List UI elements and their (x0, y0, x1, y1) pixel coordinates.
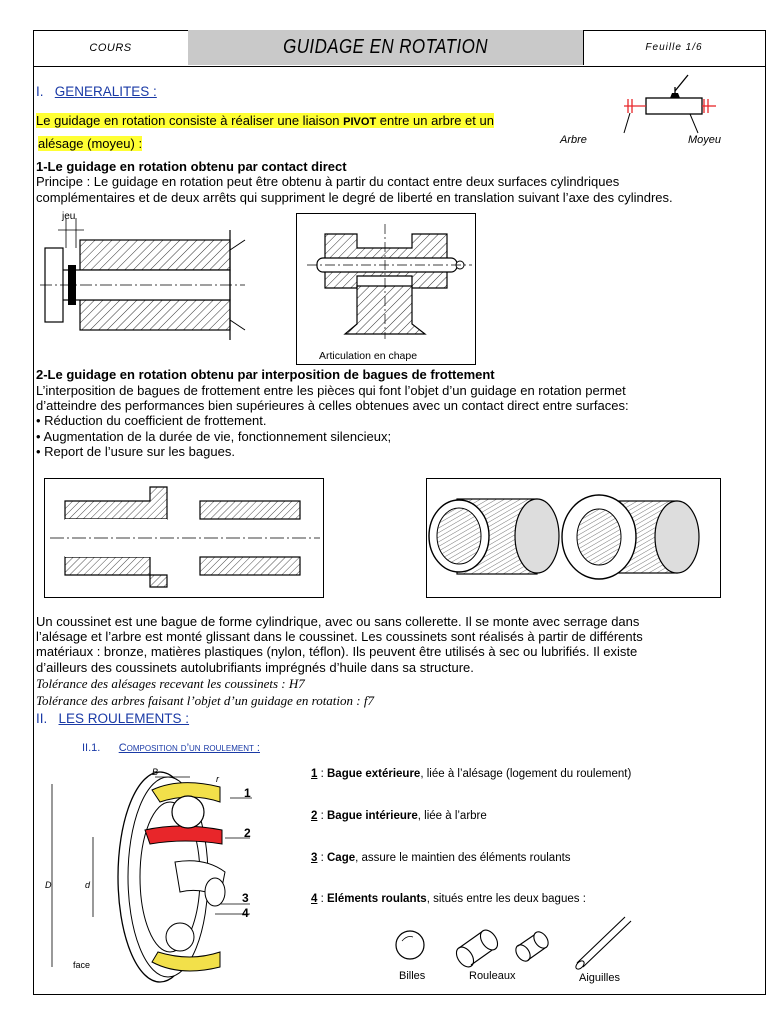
sub2-line2: d’atteindre des performances bien supérieures à celles obtenues avec un contact direct entre surfaces: (36, 398, 629, 413)
rolling-elements-drawing (385, 915, 655, 975)
chape-caption: Articulation en chape (319, 350, 418, 362)
label-3: 3 (242, 891, 249, 905)
coussinet-para-4: d’ailleurs des coussinets autolubrifiants imprégnés d’huile dans sa structure. (36, 660, 474, 675)
intro-line2: alésage (moyeu) : (38, 136, 143, 151)
label-face: face (73, 960, 91, 970)
coussinet-para-1: Un coussinet est une bague de forme cylindrique, avec ou sans collerette. Il se monte avec serrage dans (36, 614, 640, 629)
header-bar (33, 30, 766, 67)
bushing-section-drawing (45, 479, 325, 599)
bullet-3: • Report de l’usure sur les bagues. (36, 444, 235, 459)
label-B: B (152, 767, 159, 777)
roller-icon-large (453, 927, 501, 970)
needle-icon (574, 917, 631, 971)
component-item-4: 4 : Eléments roulants, situés entre les deux bagues : (311, 893, 586, 905)
bushing-3d-drawing (427, 479, 722, 599)
sub1-title: 1-Le guidage en rotation obtenu par contact direct (36, 159, 347, 174)
roller-icon-small (513, 929, 551, 964)
pivot-symbol-diagram (620, 73, 768, 143)
label-billes: Billes (399, 970, 426, 982)
bushing-section-figure (44, 478, 324, 598)
section1-heading: I. GENERALITES : (36, 84, 157, 99)
sub2-title: 2-Le guidage en rotation obtenu par interposition de bagues de frottement (36, 367, 495, 382)
sub1-line2: complémentaires et de deux arrêts qui suppriment le degré de liberté en translation suivant l’axe des cylindres. (36, 190, 673, 205)
tolerance-arbres: Tolérance des arbres faisant l’objet d’un guidage en rotation : f7 (36, 693, 374, 708)
coussinet-para-2: l’alésage et l’arbre est monté glissant dans le coussinet. Les coussinets sont réalisés à partir de différents (36, 629, 643, 644)
bushing-flanged (562, 495, 699, 579)
sub2-line1: L’interposition de bagues de frottement entre les pièces qui font l’objet d’un guidage en rotation permet (36, 383, 626, 398)
chape-drawing (297, 214, 477, 344)
component-item-1: 1 : Bague extérieure, liée à l’alésage (logement du roulement) (311, 768, 632, 780)
ball-icon (396, 931, 424, 959)
header-cours: COURS (33, 30, 189, 65)
intro-line1: Le guidage en rotation consiste à réaliser une liaison PIVOT entre un arbre et un (36, 113, 494, 128)
label-2: 2 (244, 826, 251, 840)
coussinet-para-3: matériaux : bronze, matières plastiques (nylon, téflon). Ils peuvent être utilisés à sec ou lubrifiés. Il existe (36, 644, 638, 659)
chape-figure (296, 213, 476, 365)
tolerance-alesages: Tolérance des alésages recevant les coussinets : H7 (36, 676, 305, 691)
bushing-3d-figure (426, 478, 721, 598)
bullet-1: • Réduction du coefficient de frottement. (36, 413, 267, 428)
sub-heading-composition: II.1. Composition d’un roulement : (82, 742, 260, 754)
label-D: D (45, 880, 52, 890)
bushing-plain (429, 499, 559, 574)
label-arbre: Arbre (560, 134, 587, 146)
component-item-3: 3 : Cage, assure le maintien des éléments roulants (311, 852, 571, 864)
contact-direct-drawing (40, 210, 250, 345)
label-jeu: jeu (62, 211, 76, 222)
sub1-line1: Principe : Le guidage en rotation peut être obtenu à partir du contact entre deux surfaces cylindriques (36, 174, 620, 189)
label-moyeu: Moyeu (688, 134, 722, 146)
label-4: 4 (242, 906, 249, 920)
bullet-2: • Augmentation de la durée de vie, fonctionnement silencieux; (36, 429, 392, 444)
label-1: 1 (244, 786, 251, 800)
section2-heading: II. LES ROULEMENTS : (36, 711, 190, 726)
bearing-drawing (40, 762, 270, 982)
header-sheet: Feuille 1/6 (645, 42, 703, 53)
component-item-2: 2 : Bague intérieure, liée à l’arbre (311, 810, 487, 822)
label-rouleaux: Rouleaux (469, 970, 516, 982)
header-title: GUIDAGE EN ROTATION (188, 30, 584, 65)
label-r: r (216, 774, 219, 784)
label-aiguilles: Aiguilles (579, 972, 620, 984)
label-d: d (85, 880, 91, 890)
